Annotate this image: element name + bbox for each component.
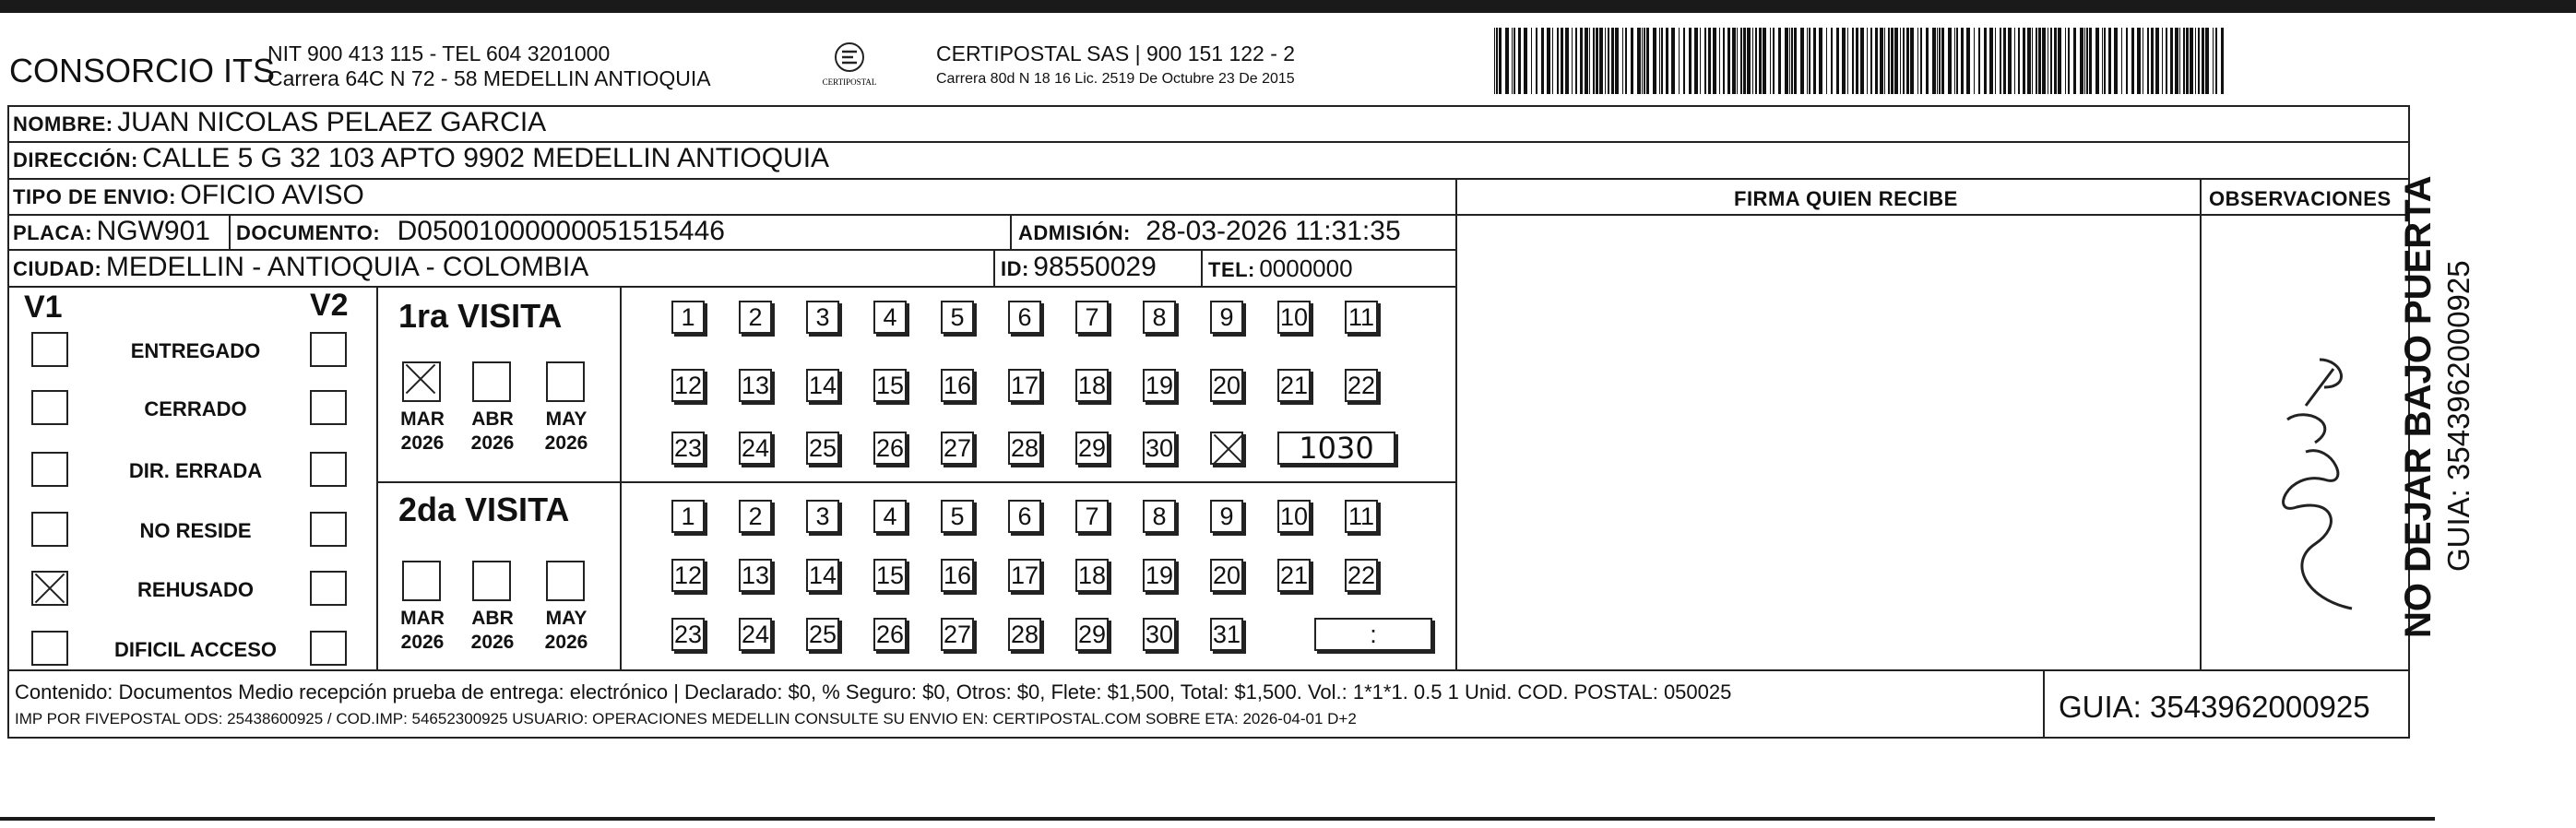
day-box[interactable]: 1 <box>671 301 705 334</box>
barcode-bar <box>1880 28 1883 94</box>
barcode-bar <box>2073 28 2076 94</box>
impresion-text: IMP POR FIVEPOSTAL ODS: 25438600925 / COD.IMP: 54652300925 USUARIO: OPERACIONES MEDELLIN CONSULTE SU ENVIO EN: CERTIPOSTAL.COM SOBRE ETA: 2026-04-01 D+2 <box>15 710 1357 727</box>
barcode-bar <box>2000 28 2001 94</box>
day-box[interactable]: 10 <box>1277 500 1311 533</box>
barcode-bar <box>2054 28 2057 94</box>
barcode-bar <box>1552 28 1553 94</box>
no-dejar-bajo-puerta: NO DEJAR BAJO PUERTA <box>2398 175 2439 638</box>
barcode-bar <box>1589 28 1590 94</box>
barcode-bar <box>1791 28 1793 94</box>
barcode-bar <box>1653 28 1656 94</box>
top-border-bar <box>0 0 2576 13</box>
barcode-bar <box>2186 28 2189 94</box>
barcode-bar <box>1608 28 1609 94</box>
barcode-bar <box>1888 28 1890 94</box>
day-box[interactable]: 23 <box>671 432 705 465</box>
carrier-info <box>936 41 1295 91</box>
status-v1-checkbox[interactable] <box>31 332 68 367</box>
barcode-bar <box>1813 28 1816 94</box>
barcode-bar <box>1842 28 1846 94</box>
day-box[interactable]: 14 <box>806 369 839 402</box>
barcode-bar <box>1700 28 1701 94</box>
barcode-bar <box>1580 28 1583 94</box>
barcode-bar <box>2215 28 2217 94</box>
day-box[interactable]: 16 <box>941 559 974 592</box>
barcode-bar <box>1932 28 1936 94</box>
carrier-address: Carrera 80d N 18 16 Lic. 2519 De Octubre 23 De 2015 <box>936 71 1295 87</box>
day-box[interactable]: 22 <box>1345 369 1378 402</box>
month-label: ABR 2026 <box>470 408 515 454</box>
status-v1-checkbox[interactable] <box>31 571 68 606</box>
barcode-bar <box>1622 28 1623 94</box>
ciudad-field: CIUDAD: MEDELLIN - ANTIOQUIA - COLOMBIA <box>13 252 589 282</box>
day-box[interactable]: 4 <box>873 301 907 334</box>
day-box[interactable]: 6 <box>1008 301 1041 334</box>
barcode-bar <box>1524 28 1527 94</box>
day-box[interactable]: 15 <box>873 559 907 592</box>
day-box[interactable]: 7 <box>1075 500 1109 533</box>
admision-field: ADMISIÓN: 28-03-2026 11:31:35 <box>1018 216 1401 246</box>
barcode-bar <box>2183 28 2185 94</box>
day-box[interactable]: 27 <box>941 432 974 465</box>
barcode-bar <box>1740 28 1742 94</box>
barcode-bar <box>1642 28 1643 94</box>
day-box[interactable]: 13 <box>739 369 772 402</box>
barcode-bar <box>1536 28 1537 94</box>
barcode-bar <box>1831 28 1833 94</box>
carrier-line: CERTIPOSTAL SAS | 900 151 122 - 2 <box>936 41 1296 65</box>
status-label: NO RESIDE <box>139 519 252 542</box>
day-box[interactable]: 31 <box>1210 618 1243 651</box>
barcode-bar <box>2121 28 2122 94</box>
barcode-bar <box>1867 28 1868 94</box>
barcode-bar <box>2014 28 2015 94</box>
day-box[interactable]: 9 <box>1210 301 1243 334</box>
barcode-bar <box>1860 28 1864 94</box>
barcode-bar <box>1723 28 1725 94</box>
firma-header: FIRMA QUIEN RECIBE <box>1734 187 1958 210</box>
barcode-bar <box>1732 28 1736 94</box>
barcode-bar <box>1809 28 1810 94</box>
barcode-bar <box>1615 28 1619 94</box>
barcode-bar <box>2086 28 2088 94</box>
documento-value: D05001000000051515446 <box>397 216 725 246</box>
barcode-bar <box>2036 28 2037 94</box>
tel-value: 0000000 <box>1259 254 1353 282</box>
barcode-bar <box>1631 28 1633 94</box>
direccion-value: CALLE 5 G 32 103 APTO 9902 MEDELLIN ANTIOQUIA <box>142 143 830 173</box>
month-label: MAY 2026 <box>544 408 588 454</box>
form-frame <box>7 105 2410 739</box>
barcode-bar <box>1575 28 1577 94</box>
day-box[interactable]: 30 <box>1143 618 1176 651</box>
month-checkbox[interactable] <box>546 361 585 402</box>
barcode-bar <box>1800 28 1804 94</box>
barcode-bar <box>1770 28 1771 94</box>
barcode-bar <box>1661 28 1663 94</box>
month-checkbox[interactable] <box>402 561 441 601</box>
barcode-bar <box>1637 28 1641 94</box>
day-box[interactable]: 7 <box>1075 301 1109 334</box>
barcode-bar <box>2058 28 2061 94</box>
barcode-bar <box>1694 28 1698 94</box>
barcode-bar <box>1785 28 1788 94</box>
day-box[interactable]: 4 <box>873 500 907 533</box>
barcode-bar <box>1773 28 1775 94</box>
barcode-bar <box>1713 28 1716 94</box>
status-v1-checkbox[interactable] <box>31 390 68 425</box>
day-box[interactable]: 24 <box>739 432 772 465</box>
barcode-bar <box>2190 28 2193 94</box>
barcode-bar <box>1926 28 1929 94</box>
barcode-bar <box>1966 28 1970 94</box>
barcode-bar <box>2080 28 2083 94</box>
day-box[interactable]: 20 <box>1210 559 1243 592</box>
barcode-bar <box>1585 28 1588 94</box>
barcode-bar <box>2023 28 2025 94</box>
barcode-bar <box>1679 28 1680 94</box>
barcode-bar <box>1870 28 1872 94</box>
day-box[interactable]: 21 <box>1277 369 1311 402</box>
barcode-bar <box>1561 28 1563 94</box>
day-box[interactable]: 9 <box>1210 500 1243 533</box>
barcode-bar <box>1763 28 1766 94</box>
svg-text:CERTIPOSTAL: CERTIPOSTAL <box>822 77 877 87</box>
status-label: REHUSADO <box>137 578 254 601</box>
tel-field: TEL: 0000000 <box>1208 254 1353 282</box>
barcode-bar <box>1593 28 1595 94</box>
day-box[interactable]: 20 <box>1210 369 1243 402</box>
barcode-bar <box>1906 28 1909 94</box>
day-box[interactable]: 29 <box>1075 618 1109 651</box>
day-box[interactable]: 2 <box>739 500 772 533</box>
barcode-bar <box>2202 28 2204 94</box>
day-box[interactable]: 18 <box>1075 369 1109 402</box>
id-field: ID: 98550029 <box>1001 252 1157 282</box>
barcode-bar <box>1794 28 1797 94</box>
day-box[interactable]: 1 <box>671 500 705 533</box>
barcode-bar <box>2151 28 2154 94</box>
barcode-bar <box>1644 28 1645 94</box>
barcode-bar <box>1826 28 1827 94</box>
barcode-bar <box>2221 28 2224 94</box>
certipostal-logo <box>813 39 885 96</box>
barcode-bar <box>1557 28 1559 94</box>
barcode-bar <box>1659 28 1660 94</box>
barcode-bar <box>2068 28 2070 94</box>
barcode-bar <box>1920 28 1922 94</box>
status-label: DIR. ERRADA <box>128 459 263 482</box>
day-box[interactable]: 28 <box>1008 618 1041 651</box>
barcode-bar <box>1852 28 1854 94</box>
barcode-bar <box>2089 28 2092 94</box>
company-address: Carrera 64C N 72 - 58 MEDELLIN ANTIOQUIA <box>267 66 711 90</box>
barcode-bar <box>1956 28 1958 94</box>
barcode-bar <box>2018 28 2020 94</box>
day-box[interactable]: 14 <box>806 559 839 592</box>
nombre-field: NOMBRE: JUAN NICOLAS PELAEZ GARCIA <box>13 107 547 137</box>
barcode-bar <box>1954 28 1955 94</box>
barcode-bar <box>2175 28 2178 94</box>
day-box[interactable]: 19 <box>1143 369 1176 402</box>
day-box[interactable]: 16 <box>941 369 974 402</box>
barcode-bar <box>1789 28 1790 94</box>
barcode-bar <box>1836 28 1839 94</box>
handwritten-signature <box>2250 332 2380 627</box>
nit-line: NIT 900 413 115 - TEL 604 3201000 <box>267 41 611 65</box>
day-box[interactable]: 30 <box>1143 432 1176 465</box>
day-box[interactable]: 28 <box>1008 432 1041 465</box>
barcode-bar <box>2179 28 2180 94</box>
month-checkbox[interactable] <box>472 561 511 601</box>
tipo-envio-value: OFICIO AVISO <box>180 180 364 210</box>
barcode-bar <box>1807 28 1808 94</box>
barcode-bar <box>2170 28 2173 94</box>
barcode-bar <box>1755 28 1757 94</box>
status-v1-checkbox[interactable] <box>31 631 68 666</box>
barcode-bar <box>1531 28 1532 94</box>
barcode-bar <box>2027 28 2031 94</box>
day-box[interactable]: 6 <box>1008 500 1041 533</box>
visit2-title: 2da VISITA <box>398 491 570 528</box>
admision-value: 28-03-2026 11:31:35 <box>1146 216 1401 246</box>
barcode-bar <box>1541 28 1544 94</box>
barcode-bar <box>1939 28 1941 94</box>
barcode-bar <box>1903 28 1905 94</box>
status-label: ENTREGADO <box>130 339 261 362</box>
month-label: MAR 2026 <box>400 608 445 653</box>
barcode-bar <box>2038 28 2041 94</box>
barcode-bar <box>1708 28 1711 94</box>
barcode-bar <box>1512 28 1513 94</box>
company-info <box>267 41 711 91</box>
tipo-envio-field: TIPO DE ENVIO: OFICIO AVISO <box>13 180 364 210</box>
day-box[interactable]: 3 <box>806 301 839 334</box>
day-box[interactable]: 17 <box>1008 559 1041 592</box>
status-v2-checkbox[interactable] <box>310 631 347 666</box>
day-box[interactable]: 15 <box>873 369 907 402</box>
barcode-bar <box>1547 28 1550 94</box>
day-box[interactable]: 18 <box>1075 559 1109 592</box>
day-box[interactable]: 5 <box>941 500 974 533</box>
barcode-bar <box>1565 28 1569 94</box>
barcode-bar <box>2166 28 2167 94</box>
day-box[interactable]: 12 <box>671 559 705 592</box>
barcode-bar <box>1596 28 1598 94</box>
placa-field: PLACA: NGW901 <box>13 216 210 246</box>
day-box[interactable]: 12 <box>671 369 705 402</box>
day-box[interactable]: 5 <box>941 301 974 334</box>
day-box[interactable]: 3 <box>806 500 839 533</box>
side-guia: GUIA: 3543962000925 <box>2441 260 2475 572</box>
barcode-bar <box>2050 28 2052 94</box>
direccion-field: DIRECCIÓN: CALLE 5 G 32 103 APTO 9902 MEDELLIN ANTIOQUIA <box>13 143 830 173</box>
barcode-bar <box>2108 28 2111 94</box>
month-label: MAR 2026 <box>400 408 445 454</box>
v1-label: V1 <box>24 290 63 325</box>
barcode-bar <box>1719 28 1720 94</box>
barcode-bar <box>2065 28 2066 94</box>
barcode-bar <box>1752 28 1753 94</box>
observaciones-header: OBSERVACIONES <box>2209 187 2392 210</box>
bottom-border-line <box>0 817 2435 821</box>
barcode-bar <box>1671 28 1675 94</box>
day-box[interactable]: 11 <box>1345 500 1378 533</box>
barcode-bar <box>1747 28 1751 94</box>
barcode-bar <box>1683 28 1685 94</box>
barcode-bar <box>1937 28 1938 94</box>
barcode-bar <box>2147 28 2149 94</box>
barcode-bar <box>1759 28 1762 94</box>
barcode-bar <box>2032 28 2033 94</box>
barcode-bar <box>2003 28 2006 94</box>
barcode-bar <box>2195 28 2196 94</box>
visit2-time-box[interactable]: : <box>1314 618 1432 651</box>
barcode-bar <box>2114 28 2118 94</box>
barcode-bar <box>2162 28 2163 94</box>
nombre-value: JUAN NICOLAS PELAEZ GARCIA <box>117 107 547 137</box>
month-label: ABR 2026 <box>470 608 515 653</box>
status-v2-checkbox[interactable] <box>310 452 347 487</box>
day-box[interactable]: 8 <box>1143 301 1176 334</box>
barcode-bar <box>1961 28 1964 94</box>
day-box[interactable]: 11 <box>1345 301 1378 334</box>
barcode-bar <box>1778 28 1781 94</box>
barcode-bar <box>1727 28 1730 94</box>
barcode-bar <box>1891 28 1893 94</box>
barcode-bar <box>2126 28 2128 94</box>
barcode-bar <box>2137 28 2141 94</box>
status-v1-checkbox[interactable] <box>31 452 68 487</box>
barcode-bar <box>1704 28 1706 94</box>
ciudad-value: MEDELLIN - ANTIOQUIA - COLOMBIA <box>105 252 589 282</box>
barcode-bar <box>2084 28 2085 94</box>
barcode-bar <box>1625 28 1627 94</box>
month-label: MAY 2026 <box>544 608 588 653</box>
barcode-bar <box>1572 28 1573 94</box>
barcode-bar <box>2213 28 2214 94</box>
footer-guia: GUIA: 3543962000925 <box>2059 690 2370 724</box>
barcode-bar <box>2102 28 2103 94</box>
barcode-bar <box>1875 28 1878 94</box>
barcode-bar <box>1599 28 1603 94</box>
barcode-bar <box>2198 28 2200 94</box>
company-name: CONSORCIO ITS <box>9 52 276 89</box>
barcode-bar <box>1605 28 1606 94</box>
day-box[interactable]: 26 <box>873 432 907 465</box>
barcode-bar <box>1847 28 1848 94</box>
day-box[interactable]: 8 <box>1143 500 1176 533</box>
barcode-bar <box>1819 28 1822 94</box>
barcode-bar <box>1499 28 1502 94</box>
status-v2-checkbox[interactable] <box>310 390 347 425</box>
day-box[interactable]: 13 <box>739 559 772 592</box>
month-checkbox[interactable] <box>472 361 511 402</box>
day-box[interactable]: 22 <box>1345 559 1378 592</box>
barcode-bar <box>1894 28 1898 94</box>
barcode-bar <box>1496 28 1498 94</box>
status-v2-checkbox[interactable] <box>310 571 347 606</box>
barcode-bar <box>2205 28 2209 94</box>
v2-label: V2 <box>310 288 349 323</box>
barcode-bar <box>1514 28 1515 94</box>
day-box[interactable]: 25 <box>806 432 839 465</box>
month-checkbox[interactable] <box>546 561 585 601</box>
barcode-bar <box>1518 28 1521 94</box>
barcode-bar <box>1611 28 1614 94</box>
barcode-bar <box>1666 28 1668 94</box>
day-box[interactable]: 10 <box>1277 301 1311 334</box>
status-v1-checkbox[interactable] <box>31 512 68 547</box>
marked-day-box[interactable] <box>1210 432 1243 465</box>
day-box[interactable]: 25 <box>806 618 839 651</box>
barcode-bar <box>1884 28 1885 94</box>
barcode-bar <box>1494 28 1495 94</box>
id-value: 98550029 <box>1033 252 1157 282</box>
status-v2-checkbox[interactable] <box>310 512 347 547</box>
day-box[interactable]: 26 <box>873 618 907 651</box>
barcode-bar <box>1646 28 1649 94</box>
day-box[interactable]: 24 <box>739 618 772 651</box>
barcode-bar <box>1737 28 1738 94</box>
barcode-bar <box>2008 28 2012 94</box>
status-label: CERRADO <box>144 397 247 420</box>
day-box[interactable]: 29 <box>1075 432 1109 465</box>
day-box[interactable]: 2 <box>739 301 772 334</box>
barcode-bar <box>1978 28 1980 94</box>
day-box[interactable]: 27 <box>941 618 974 651</box>
barcode-bar <box>1984 28 1987 94</box>
barcode-bar <box>1900 28 1901 94</box>
barcode-bar <box>1856 28 1858 94</box>
barcode-bar <box>1505 28 1509 94</box>
barcode-bar <box>1743 28 1746 94</box>
barcode-bar <box>1995 28 1996 94</box>
barcode <box>1494 28 2229 94</box>
barcode-bar <box>1941 28 1944 94</box>
barcode-bar <box>2131 28 2134 94</box>
status-v2-checkbox[interactable] <box>310 332 347 367</box>
day-box[interactable]: 17 <box>1008 369 1041 402</box>
documento-field: DOCUMENTO: D05001000000051515446 <box>236 216 725 246</box>
day-box[interactable]: 19 <box>1143 559 1176 592</box>
day-box[interactable]: 21 <box>1277 559 1311 592</box>
barcode-bar <box>2104 28 2106 94</box>
visit1-title: 1ra VISITA <box>398 297 563 335</box>
barcode-bar <box>1910 28 1914 94</box>
status-label: DIFICIL ACCESO <box>113 638 277 661</box>
barcode-bar <box>2155 28 2159 94</box>
barcode-bar <box>1948 28 1952 94</box>
barcode-bar <box>2095 28 2099 94</box>
placa-value: NGW901 <box>96 216 210 246</box>
barcode-bar <box>1917 28 1918 94</box>
barcode-bar <box>1974 28 1975 94</box>
visit1-time-box[interactable]: 1030 <box>1277 432 1395 465</box>
contenido-text: Contenido: Documentos Medio recepción prueba de entrega: electrónico | Declarado: $0, % Seguro: $0, Otros: $0, Flete: $1,500, Total: $1,500. Vol.: 1*1*1. 0.5 1 Unid. COD. POSTAL: 050025 <box>15 680 1732 704</box>
barcode-bar <box>1989 28 1993 94</box>
day-box[interactable]: 23 <box>671 618 705 651</box>
barcode-bar <box>1689 28 1692 94</box>
barcode-bar <box>2042 28 2046 94</box>
month-checkbox[interactable] <box>402 361 441 402</box>
